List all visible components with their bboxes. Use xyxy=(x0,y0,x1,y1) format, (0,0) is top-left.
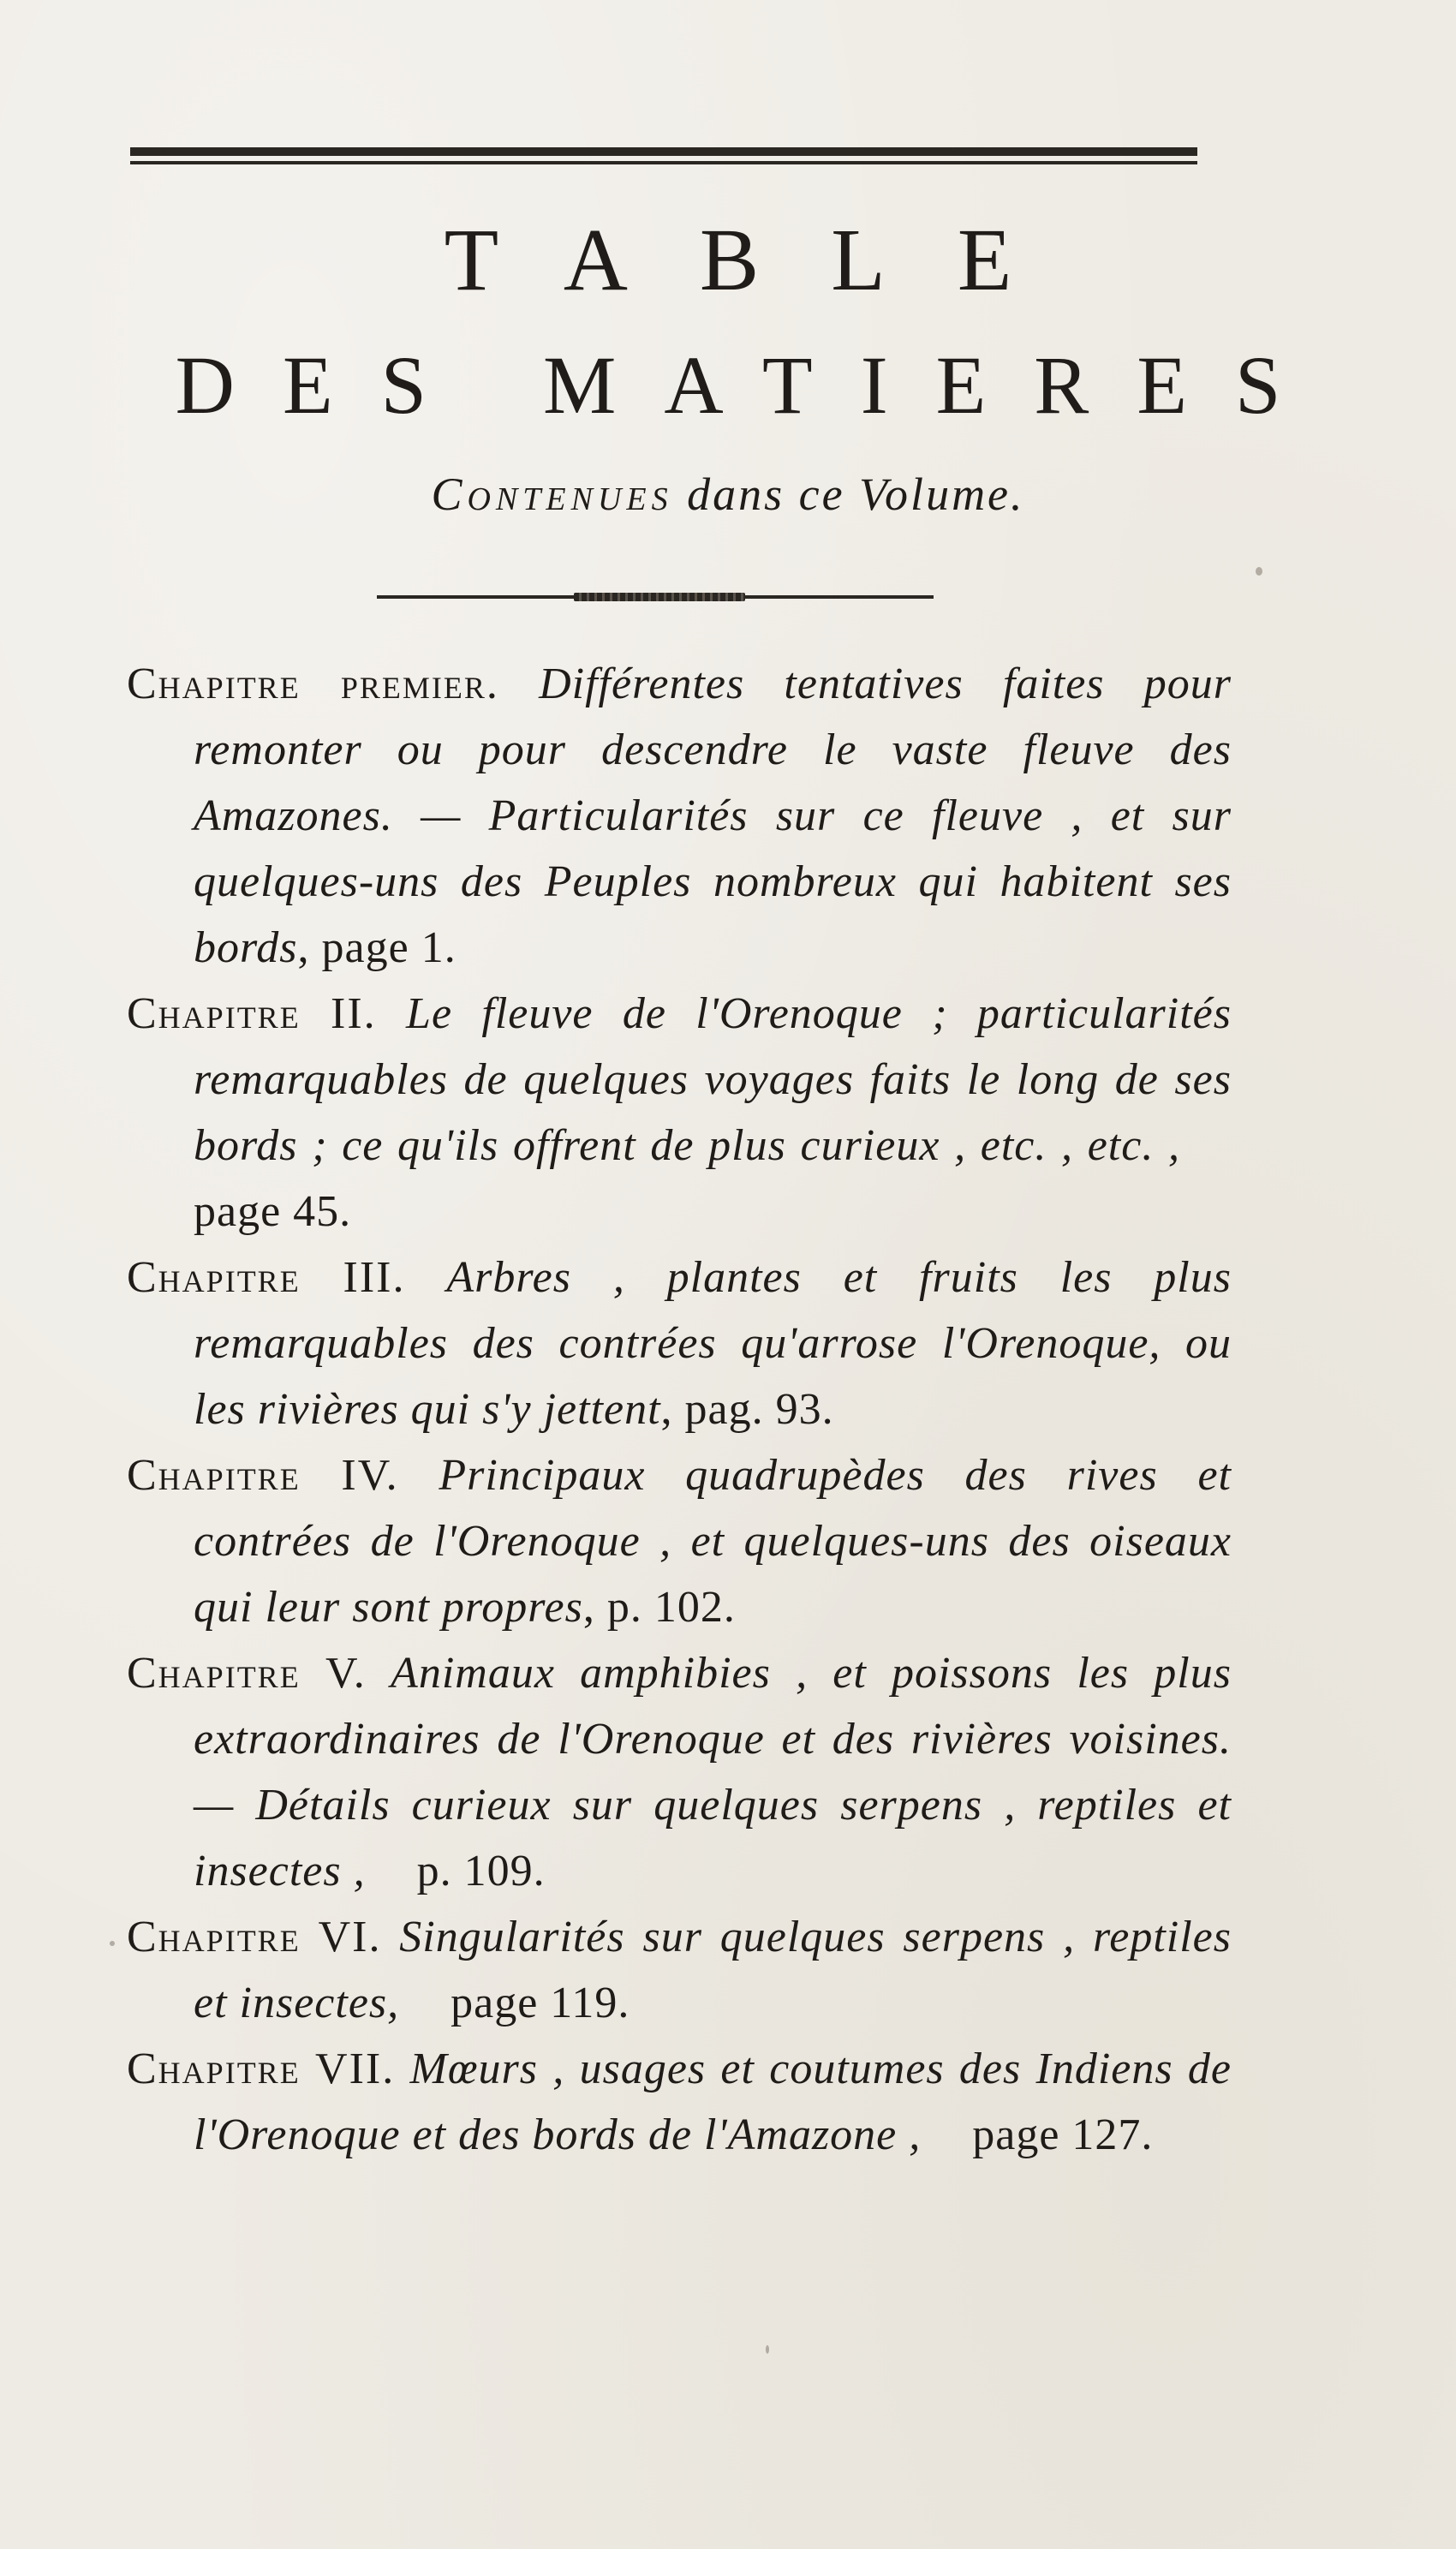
chapter-label: Chapitre VI. xyxy=(127,1913,382,1961)
top-double-rule xyxy=(130,147,1197,170)
chapter-page-ref: , page 1. xyxy=(297,923,456,972)
page-subtitle xyxy=(0,469,1456,520)
chapter-label: Chapitre IV. xyxy=(127,1451,399,1500)
chapter-page-ref: , pag. 93. xyxy=(660,1385,834,1434)
chapter-page-ref: , p. 102. xyxy=(582,1583,736,1632)
chapter-page-ref: p. 109. xyxy=(416,1847,546,1895)
toc-entry xyxy=(127,1640,1232,1904)
chapter-description: Arbres , plantes et fruits les plus remarquables des contrées qu'arrose l'Orenoque, ou les rivières qui s'y jettent xyxy=(194,1253,1232,1434)
toc-entry xyxy=(127,1442,1232,1640)
chapter-description: Singularités sur quelques serpens , reptiles et insectes, xyxy=(194,1913,1232,2027)
table-of-contents xyxy=(127,651,1232,2168)
toc-entry xyxy=(127,1904,1232,2036)
top-rule-thin xyxy=(130,161,1197,164)
chapter-page-ref: page 127. xyxy=(972,2110,1154,2159)
chapter-description: Différentes tentatives faites pour remonter ou pour descendre le vaste fleuve des Amazones. — Particularités sur ce fleuve , et sur quelques-uns des Peuples nombreux qui habitent ses bords xyxy=(194,660,1232,972)
chapter-description: Le fleuve de l'Orenoque ; particularités remarquables de quelques voyages faits le long de ses bords ; ce qu'ils offrent de plus curieux , etc. , etc. , xyxy=(194,989,1232,1170)
paper-speck xyxy=(766,2345,769,2354)
toc-entry xyxy=(127,1245,1232,1442)
toc-entry xyxy=(127,651,1232,981)
subtitle-rest: dans ce Volume. xyxy=(672,469,1025,520)
chapter-label: Chapitre VII. xyxy=(127,2045,396,2093)
subtitle-caps: Contenues xyxy=(431,469,673,520)
ornamental-rule xyxy=(377,593,934,601)
chapter-description: Principaux quadrupèdes des rives et contrées de l'Orenoque , et quelques-uns des oiseaux qui leur sont propres xyxy=(194,1451,1232,1632)
toc-entry xyxy=(127,981,1232,1245)
chapter-label: Chapitre III. xyxy=(127,1253,406,1302)
chapter-description: Animaux amphibies , et poissons les plus extraordinaires de l'Orenoque et des rivières voisines. — Détails curieux sur quelques serpens , reptiles et insectes , xyxy=(194,1649,1232,1895)
chapter-page-ref: page 45. xyxy=(194,1187,352,1236)
paper-speck xyxy=(110,1941,115,1946)
chapter-description: Mœurs , usages et coutumes des Indiens de l'Orenoque et des bords de l'Amazone , xyxy=(194,2045,1232,2159)
ornamental-rule-center xyxy=(574,593,745,601)
chapter-page-ref: page 119. xyxy=(451,1979,630,2027)
paper-speck xyxy=(1256,567,1262,576)
page-title-matieres: DES MATIERES xyxy=(175,339,1329,431)
top-rule-thick xyxy=(130,147,1197,156)
page-title-table: TABLE xyxy=(444,211,1084,309)
chapter-label: Chapitre premier. xyxy=(127,660,499,708)
chapter-label: Chapitre II. xyxy=(127,989,377,1038)
chapter-label: Chapitre V. xyxy=(127,1649,367,1698)
toc-entry xyxy=(127,2036,1232,2168)
